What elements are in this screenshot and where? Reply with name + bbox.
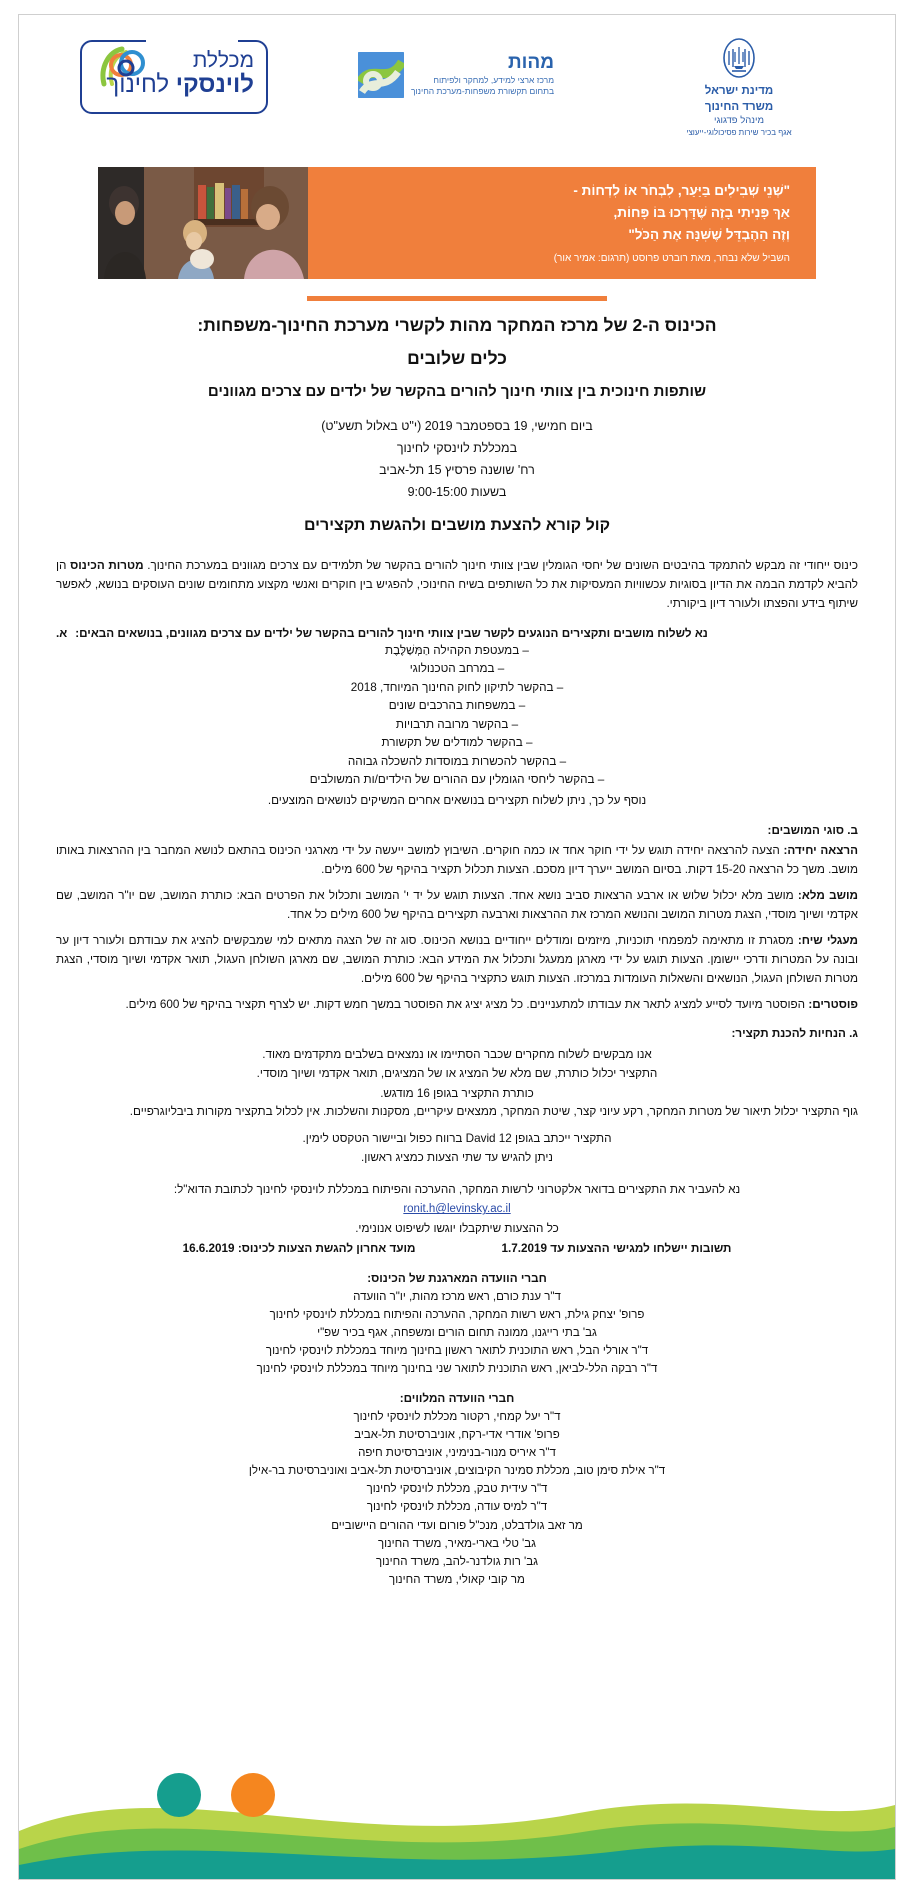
section-a bbox=[56, 627, 858, 811]
session-type-discussion-circle-text: מסגרת זו מתאימה למפמחי תוכניות, מיזמים ומודלים ייחודיים בנושא הכינוס. סוג זה של הצגה מתאים למי שמבקשים להציג את עבודתם ולעורר דיון ער ובונה על המטרות ודרכי יישומן. הצעות תוגש על ידי מארגן ממעגל ותכלול את המידע הבא: כותרת המושב, שם מארגן השולחן העגול, תואר אקדמי ושיוך מוסדי, הצגת מטרות השולחן העגול, הנושאים והשאלות העומדות במרכזו. הצעות תוגש כתקציר בהיקף של 600 מילים. bbox=[56, 934, 858, 985]
deadline-label: מועד אחרון להגשת הצעות לכינוס: bbox=[237, 1241, 416, 1255]
section-c bbox=[56, 1027, 858, 1168]
page-title: הכינוס ה-2 של מרכז המחקר מהות לקשרי מערכת החינוך-משפחות: bbox=[197, 314, 717, 335]
guideline-line: ניתן להגיש עד שתי הצעות כמציג ראשון. bbox=[361, 1151, 553, 1165]
anonymous-review-note: כל ההצעות שיתקבלו יוגשו לשיפוט אנונימי. bbox=[355, 1222, 559, 1236]
hero-photo bbox=[98, 167, 308, 279]
list-item: מר זאב גולדבלט, מנכ"ל פורום ועדי ההורים היישוביים bbox=[331, 1519, 583, 1532]
list-item: – בהקשר למודלים של תקשורת bbox=[381, 736, 533, 750]
list-item: – במעטפת הקהילה הַמְּשַׁלֶּבֶת bbox=[385, 643, 529, 657]
mahut-subtitle-line2: בתחום תקשורת משפחות-מערכת החינוך bbox=[410, 86, 555, 96]
reply-value: 1.7.2019 bbox=[501, 1241, 548, 1255]
logo-row bbox=[56, 0, 858, 145]
quote-line-1: "שְׁנֵי שְׁבִילִים בַּיַּעַר, לִבְחֹר אוֹ לִדְחוֹת - bbox=[573, 182, 790, 198]
list-item: ד"ר אורלי הבל, ראש התוכנית לתואר ראשון בחינוך מיוחד במכללת לוינסקי לחינוך bbox=[265, 1345, 649, 1358]
section-a-intro-text: נא לשלוח מושבים ותקצירים הנוגעים לקשר שבין צוותי חינוך להורים בהקשר של ילדים עם צרכים מגוונים, בנושאים הבאים: bbox=[75, 626, 708, 640]
session-type-lecture-text: הצעה להרצאה יחידה תוגש על ידי חוקר אחד או כמה חוקרים. השיבוץ למושב ייעשה על ידי מארגני הכינוס בהתאם לנושא המחבר בין ההרצאות באותו מושב. משך כל הרצאה 15-20 דקות. בסיום המושב ייערך דיון מסכם. הצעות תכלול תקציר בהיקף של 600 מילים. bbox=[56, 844, 858, 877]
list-item: גב' טלי בארי-מאיר, משרד החינוך bbox=[378, 1537, 536, 1550]
scientific-committee-list bbox=[56, 1408, 858, 1590]
organizing-committee-heading: חברי הוועדה המארגנת של הכינוס: bbox=[367, 1271, 547, 1285]
logo-notch bbox=[146, 39, 238, 47]
session-type-full-session bbox=[56, 887, 858, 925]
intro-part-b: הן להביא לקדמת הבמה את הדיון בסוגיות עכשוויות המעסיקות את כל השותפים בשיח החינוכי, להפגיש בין חוקרים ואנשי מקצוע מתחומים שונים העוסקים בנושא, לאפשר שיתוף בידע והפצתו ולעורר דיון ביקורתי. bbox=[56, 558, 858, 610]
list-item: – בהקשר להכשרות במוסדות להשכלה גבוהה bbox=[347, 754, 567, 768]
session-type-posters bbox=[56, 996, 858, 1015]
guideline-line: כותרת התקציר בגופן 16 מודגש. bbox=[380, 1086, 534, 1100]
mahut-center-logo bbox=[358, 52, 554, 98]
event-address: רח' שושנה פרסיץ 15 תל-אביב bbox=[379, 463, 535, 478]
section-b bbox=[56, 824, 858, 1015]
event-hours: בשעות 9:00-15:00 bbox=[407, 484, 507, 499]
list-item: ד"ר עידית טבק, מכללת לוינסקי לחינוך bbox=[366, 1483, 548, 1496]
session-type-posters-text: הפוסטר מיועד לסייע למציג לתאר את עבודתו למתעניינים. כל מציג יציג את הפוסטר במשך חמש דקות. יש לצרף תקציר בהיקף של 600 מילים. bbox=[125, 997, 809, 1011]
guideline-line: גוף התקציר יכלול תיאור של מטרות המחקר, רקע עיוני קצר, שיטת המחקר, ממצאים עיקריים, מסקנות והשלכות. אין לכלול בתקציר מקורות ביבליוגרפיים. bbox=[129, 1105, 858, 1119]
title-divider-rule bbox=[307, 296, 607, 301]
ministry-of-education-logo bbox=[644, 38, 834, 139]
intro-paragraph bbox=[56, 557, 858, 614]
deadline-row bbox=[56, 1242, 858, 1255]
section-c-heading: ג. הנחיות להכנת תקציר: bbox=[731, 1026, 858, 1040]
gov-line4: אגף בכיר שירות פסיכולוגי-ייעוצי bbox=[686, 127, 792, 137]
session-type-posters-label: פוסטרים: bbox=[808, 997, 858, 1011]
guideline-line: התקציר ייכתב בגופן David 12 ברווח כפול וביישור הטקסט לימין. bbox=[302, 1132, 612, 1146]
mahut-emblem-icon bbox=[358, 52, 404, 98]
hero-banner bbox=[98, 167, 816, 279]
event-date: ביום חמישי, 19 בספטמבר 2019 (י"ט באלול תשע"ט) bbox=[321, 419, 593, 434]
page-subtitle: כלים שלובים bbox=[407, 348, 507, 369]
levinsky-wordmark bbox=[106, 50, 254, 97]
mahut-name: מהות bbox=[508, 51, 555, 73]
levinsky-line2 bbox=[106, 72, 254, 97]
reply-group bbox=[502, 1242, 732, 1255]
page-subtitle-secondary: שותפות חינוכית בין צוותי חינוך להורים בהקשר של ילדים עם צרכים מגוונים bbox=[207, 383, 707, 401]
gov-line2: משרד החינוך bbox=[704, 100, 774, 113]
session-type-full-session-text: מושב מלא יכלול שלוש או ארבע הרצאות סביב נושא אחד. הצעות תוגש על יד י' המושב ותכלול את הפרטים הבא: כותרת המושב, שם יו"ר המושב, שם אקדמי ושיוך מוסדי, הצגת מטרות המושב והנושא המרכז את ההרצאות וארבעה תקצירים בהיקף של 600 מילים כל אחד. bbox=[56, 889, 858, 922]
submission-email-link[interactable]: ronit.h@levinsky.ac.il bbox=[403, 1203, 511, 1216]
list-item: פרופ' אודרי אדי-רקח, אוניברסיטת תל-אביב bbox=[354, 1428, 560, 1441]
topics-list bbox=[56, 642, 858, 790]
section-a-marker: א. bbox=[56, 626, 68, 640]
mahut-wordmark bbox=[411, 53, 554, 97]
deadline-value: 16.6.2019 bbox=[182, 1241, 235, 1255]
session-type-discussion-circle-label: מעגלי שיח: bbox=[797, 934, 859, 948]
list-item: ד"ר ענת כורם, ראש מרכז מהות, יו"ר הוועדה bbox=[353, 1290, 561, 1303]
guideline-line: התקציר יכלול כותרת, שם מלא של המציג או של המציגים, תואר אקדמי ושיוך מוסדי. bbox=[256, 1067, 658, 1081]
list-item: מר קובי קאולי, משרד החינוך bbox=[389, 1574, 525, 1587]
session-type-lecture bbox=[56, 842, 858, 880]
submission-block bbox=[56, 1180, 858, 1255]
deadline-group bbox=[183, 1242, 416, 1255]
quote-attribution: השביל שלא נבחר, מאת רוברט פרוסט (תרגום: אמיר אור) bbox=[553, 253, 790, 265]
israel-emblem-icon bbox=[722, 38, 756, 80]
list-item: – במרחב הטכנולוגי bbox=[409, 662, 505, 676]
event-venue: במכללת לוינסקי לחינוך bbox=[396, 441, 518, 456]
list-item: ד"ר יעל קמחי, רקטור מכללת לוינסקי לחינוך bbox=[353, 1410, 561, 1423]
call-for-papers-heading: קול קורא להצעת מושבים ולהגשת תקצירים bbox=[303, 516, 611, 534]
hero-quote-box bbox=[308, 167, 816, 279]
session-type-lecture-label: הרצאה יחידה: bbox=[783, 844, 858, 858]
guideline-line: אנו מבקשים לשלוח מחקרים שכבר הסתיימו או נמצאים בשלבים מתקדמים מאוד. bbox=[262, 1047, 652, 1061]
levinsky-college-logo bbox=[80, 40, 268, 114]
quote-line-3: וְזֶה הַהֶבְדֵּל שֶׁשִּׁנָּה אֶת הַכֹּל" bbox=[628, 226, 790, 242]
levinsky-line2-bold: לוינסקי bbox=[175, 71, 254, 99]
list-item: גב' בתי רייגנו, ממונה תחום הורים ומשפחה, אגף בכיר שפ"י bbox=[317, 1327, 597, 1340]
list-item: ד"ר רבקה הלל-לביאן, ראש התוכנית לתואר שני בחינוך מיוחד במכללת לוינסקי לחינוך bbox=[256, 1363, 658, 1376]
list-item: – במשפחות בהרכבים שונים bbox=[388, 699, 526, 713]
list-item: ד"ר למיס עודה, מכללת לוינסקי לחינוך bbox=[366, 1501, 548, 1514]
section-b-heading: ב. סוגי המושבים: bbox=[767, 824, 858, 838]
gov-line1: מדינת ישראל bbox=[704, 85, 774, 97]
list-item: – בהקשר לתיקון לחוק החינוך המיוחד, 2018 bbox=[350, 680, 564, 694]
list-item: ד"ר אילת סימן טוב, מכללת סמינר הקיבוצים, אוניברסיטת תל-אביב ואוניברסיטת בר-אילן bbox=[248, 1465, 666, 1478]
section-a-heading bbox=[56, 627, 858, 640]
list-item: – בהקשר ליחסי הגומלין עם ההורים של הילדים/ות המשולבים bbox=[309, 773, 605, 787]
quote-line-2: אַךְ פָּנִיתִי בָזֶה שֶׁדָּרְכוּ בּוֹ פָּחוֹת, bbox=[613, 204, 790, 220]
list-item: פרופ' יצחק גילת, ראש רשות המחקר, ההערכה והפיתוח במכללת לוינסקי לחינוך bbox=[269, 1308, 645, 1321]
session-type-full-session-label: מושב מלא: bbox=[797, 889, 858, 903]
scientific-committee-heading: חברי הוועדה המלווים: bbox=[399, 1391, 515, 1405]
intro-part-a: כינוס ייחודי זה מבקש להתמקד בהיבטים השונים של יחסי הגומלין שבין צוותי חינוך להורים בהקשר של תלמידים עם צרכים מגוונים במערכת החינוך. bbox=[143, 558, 858, 572]
mahut-subtitle-line1: מרכז ארצי למידע, למחקר ולפיתוח bbox=[433, 74, 555, 85]
submission-instructions: נא להעביר את התקצירים בדואר אלקטרוני לרשות המחקר, ההערכה והפיתוח במכללת לוינסקי לחינוך לכתובת הדוא"ל: bbox=[173, 1182, 741, 1196]
footer-decoration bbox=[19, 1739, 895, 1879]
organizing-committee-list bbox=[56, 1288, 858, 1379]
levinsky-line1: מכללת bbox=[192, 49, 254, 72]
list-item: – בהקשר מרובה תרבויות bbox=[395, 717, 519, 731]
intro-bold-goals: מטרות הכינוס bbox=[70, 558, 144, 572]
levinsky-line2-rest: לחינוך bbox=[106, 71, 170, 99]
list-item: ד"ר איריס מנור-בנימיני, אוניברסיטת חיפה bbox=[358, 1446, 556, 1459]
list-item: גב' רות גולדנר-להב, משרד החינוך bbox=[376, 1555, 538, 1568]
gov-line3: מינהל פדגוגי bbox=[714, 115, 764, 127]
reply-label: תשובות יישלחו למגישי ההצעות עד bbox=[550, 1241, 732, 1255]
topics-additional-note: נוסף על כך, ניתן לשלוח תקצירים בנושאים אחרים המשיקים לנושאים המוצעים. bbox=[267, 793, 647, 807]
session-type-discussion-circle bbox=[56, 932, 858, 989]
